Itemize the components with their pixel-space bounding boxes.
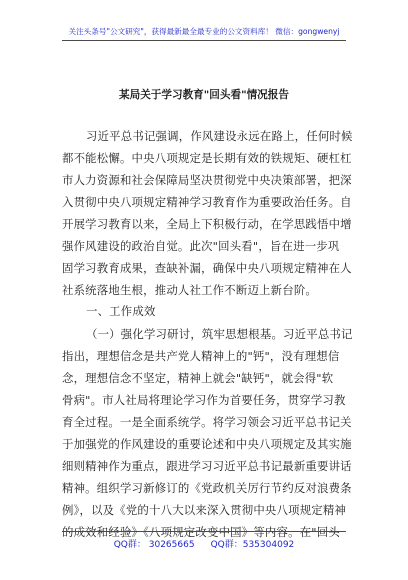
- body-line: 入贯彻中央八项规定精神学习教育作为重要政治任务。自: [62, 195, 352, 209]
- body-line: 骨病"。市人社局将理论学习作为首要任务，贯穿学习教: [62, 393, 346, 407]
- footer-qq-group-2: QQ群：535304092: [210, 540, 295, 550]
- body-line: 市人力资源和社会保障局坚决贯彻党中央决策部署，把深: [62, 173, 352, 187]
- header-divider: [62, 40, 346, 41]
- body-line: 社系统落地生根，推动人社工作不断迈上新台阶。: [62, 283, 317, 297]
- body-line: 的成效和经验》《八项规定改变中国》等内容。在"回头: [62, 525, 340, 539]
- footer: [0, 537, 408, 550]
- body-line: 细则精神作为重点，跟进学习习近平总书记最新重要讲话: [62, 459, 352, 473]
- body-line: 精神。组织学习新修订的《党政机关厉行节约反对浪费条: [62, 481, 352, 495]
- body-line: 习近平总书记强调，作风建设永远在路上，任何时候: [86, 129, 353, 143]
- body-line: 固学习教育成果，查缺补漏，确保中央八项规定精神在人: [62, 261, 352, 275]
- body-line: 念，理想信念不坚定，精神上就会"缺钙"，就会得"软: [62, 371, 334, 385]
- body-line: 都不能松懈。中央八项规定是长期有效的铁规矩、硬杠杠: [62, 151, 352, 165]
- document-title: 某局关于学习教育"回头看"情况报告: [119, 89, 289, 101]
- body-line: （一）强化学习研讨，筑牢思想根基。习近平总书记: [86, 327, 353, 341]
- body-line: 强作风建设的政治自觉。此次"回头看"，旨在进一步巩: [62, 239, 340, 253]
- body-line: 指出，理想信念是共产党人精神上的"钙"，没有理想信: [62, 349, 340, 363]
- footer-qq-group-1: QQ群： 30265665: [113, 540, 195, 550]
- footer-divider: [62, 531, 346, 532]
- header-banner: 关注头条号"公文研究"，获得最新最全最专业的公文资料库！ 微信：gongwenyj: [68, 27, 340, 36]
- body-line: 例》，以及《党的十八大以来深入贯彻中央八项规定精神: [62, 503, 347, 517]
- section-heading: 一、工作成效: [86, 304, 156, 318]
- body-line: 于加强党的作风建设的重要论述和中央八项规定及其实施: [62, 437, 352, 451]
- body-line: 育全过程。一是全面系统学。将学习领会习近平总书记关: [62, 415, 352, 429]
- body-line: 开展学习教育以来，全局上下积极行动，在学思践悟中增: [62, 217, 352, 231]
